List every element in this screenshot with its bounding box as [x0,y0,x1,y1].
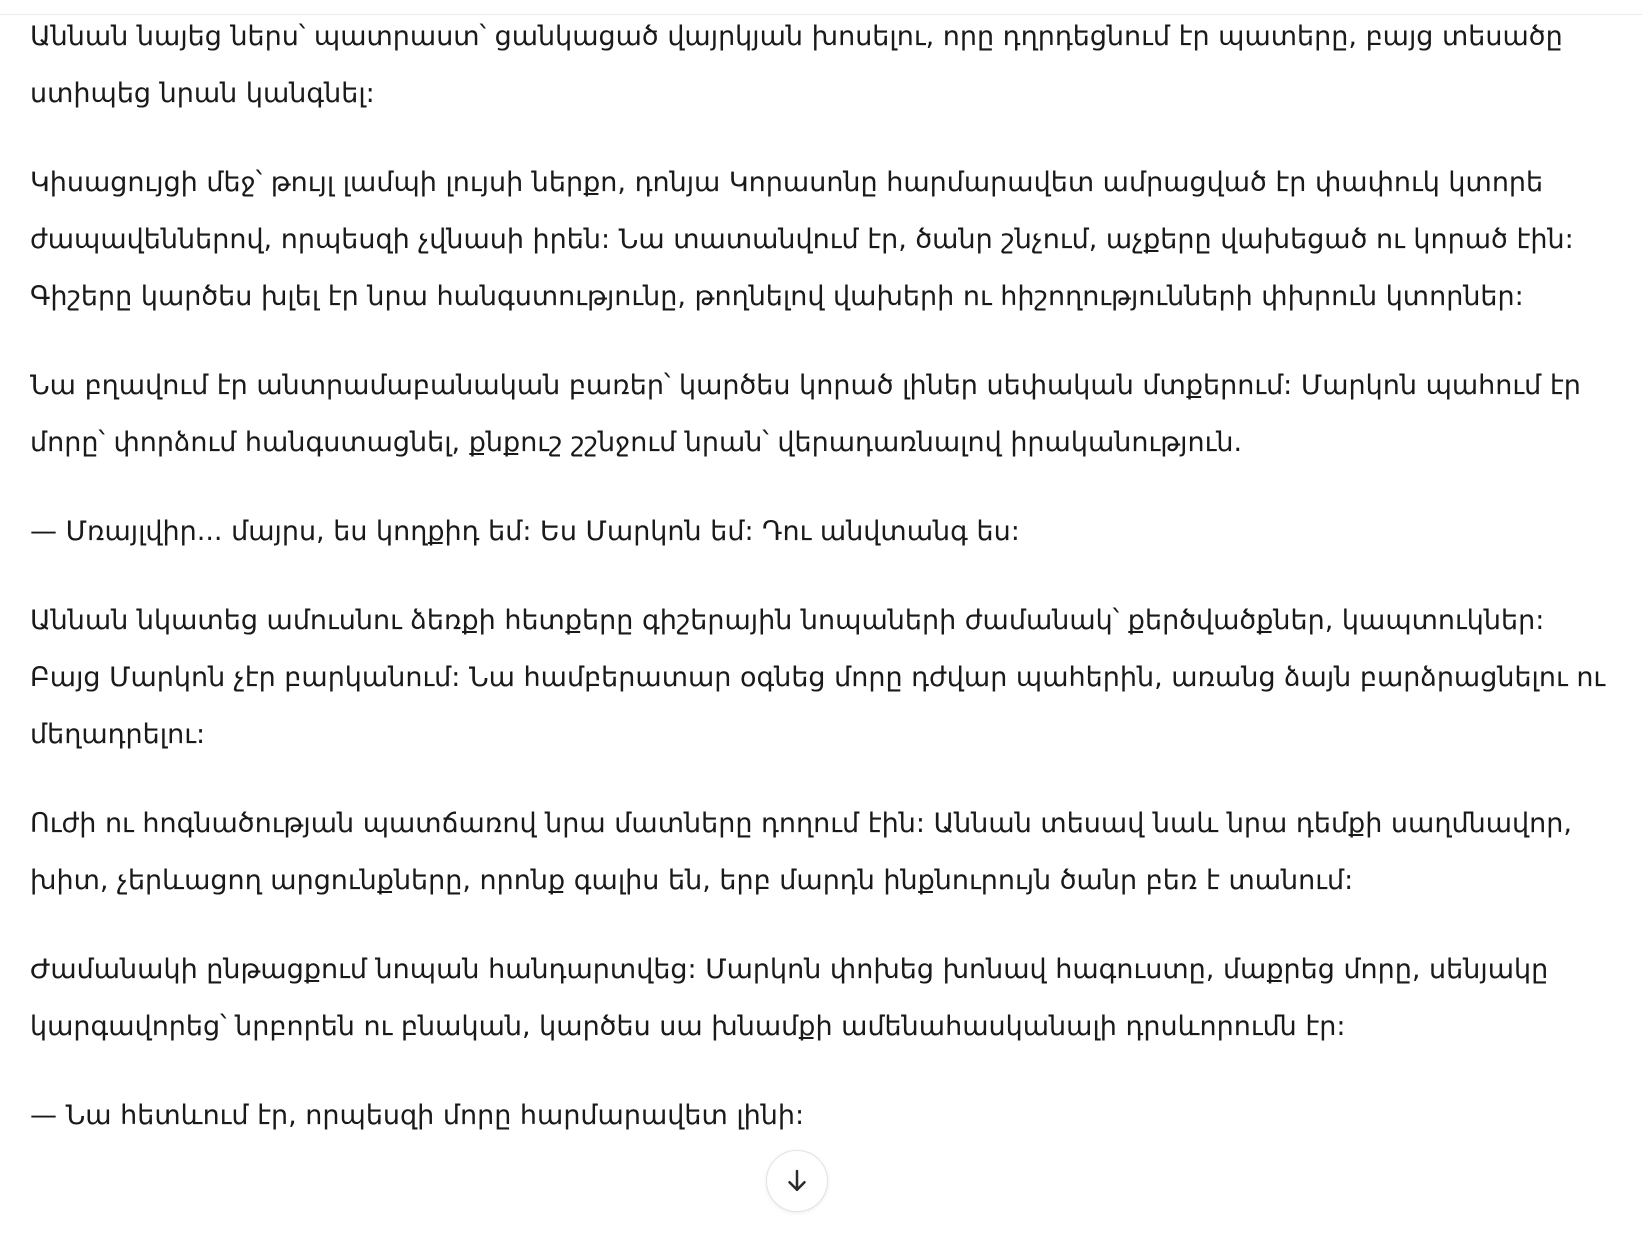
arrow-down-icon [782,1166,812,1196]
message-content [30,8,1610,1176]
paragraph: Ժամանակի ընթացքում նոպան հանդարտվեց: Մարկոն փոխեց խոնավ հագուստը, մաքրեց մորը, սենյակը կարգավորեց՝ նրբորեն ու բնական, կարծես սա խնամքի ամենահասկանալի դրսևորումն էր: [30,954,1549,1042]
paragraph: — Մռայլվիր... մայրս, ես կողքիդ եմ: Ես Մարկոն եմ: Դու անվտանգ ես: [30,516,1020,547]
scroll-to-bottom-button[interactable] [766,1150,828,1212]
paragraph: Աննան նկատեց ամուսնու ձեռքի հետքերը գիշերային նոպաների ժամանակ՝ քերծվածքներ, կապտուկներ: Բայց Մարկոն չէր բարկանում: Նա համբերատար օգնեց մորը դժվար պահերին, առանց ձայն բարձրացնելու ու մեղադրելու: [30,605,1606,750]
paragraph: Ուժի ու հոգնածության պատճառով նրա մատները դողում էին: Աննան տեսավ նաև նրա դեմքի սաղմնավոր, խիտ, չերևացող արցունքները, որոնք գալիս են, երբ մարդն ինքնուրույն ծանր բեռ է տանում: [30,808,1572,896]
paragraph: Աննան նայեց ներս՝ պատրաստ՝ ցանկացած վայրկյան խոսելու, որը դղրդեցնում էր պատերը, բայց տեսածը ստիպեց նրան կանգնել: [30,21,1563,109]
paragraph: — Նա հետևում էր, որպեսզի մորը հարմարավետ լինի: [30,1100,805,1131]
paragraph: Նա բղավում էր անտրամաբանական բառեր՝ կարծես կորած լիներ սեփական մտքերում: Մարկոն պահում էր մորը՝ փորձում հանգստացնել, քնքուշ շշնջում նրան՝ վերադառնալով իրականություն. [30,370,1581,458]
paragraph: Կիսացույցի մեջ՝ թույլ լամպի լույսի ներքո, դոնյա Կորասոնը հարմարավետ ամրացված էր փափուկ կտորե ժապավեններով, որպեսզի չվնասի իրեն: Նա տատանվում էր, ծանր շնչում, աչքերը վախեցած ու կորած էին: Գիշերը կարծես խլել էր նրա հանգստությունը, թողնելով վախերի ու հիշողությունների փխրուն կտորներ: [30,167,1574,312]
